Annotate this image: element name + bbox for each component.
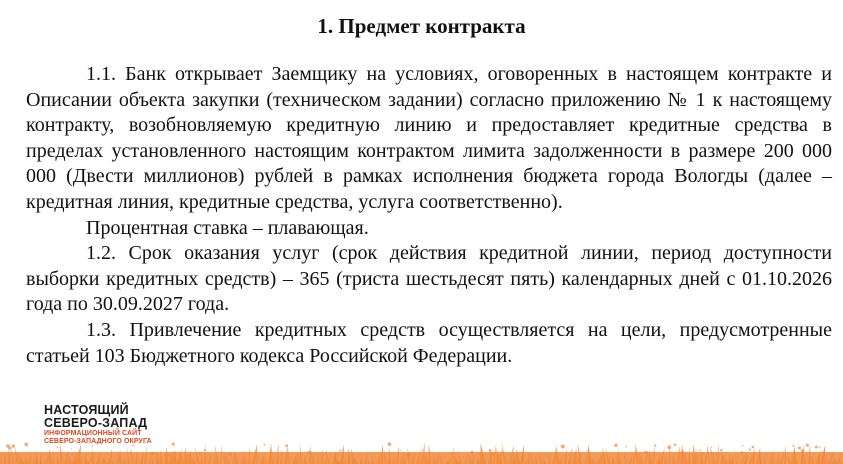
logo-tagline-1: ИНФОРМАЦИОННЫЙ САЙТ: [44, 430, 142, 437]
paragraph-1-2: 1.2. Срок оказания услуг (срок действия кредитной линии, период доступности выборки кредитных средств) – 365 (триста шестьдесят пять) календарных дней с 01.10.2026 года по 30.09.2027 года.: [26, 242, 832, 316]
paragraph-interest-rate: Процентная ставка – плавающая.: [86, 216, 369, 239]
paragraph-1-3: 1.3. Привлечение кредитных средств осуществляется на цели, предусмотренные статьей 103 Бюджетного кодекса Российской Федерации.: [26, 318, 832, 367]
section-title: 1. Предмет контракта: [317, 14, 526, 38]
logo-line-1: НАСТОЯЩИЙ: [44, 403, 129, 417]
logo-tagline-2: СЕВЕРО-ЗАПАДНОГО ОКРУГА: [44, 438, 152, 445]
logo-line-2: СЕВЕРО-ЗАПАД: [44, 416, 148, 430]
contract-body: [26, 62, 832, 369]
paragraph-1-1: 1.1. Банк открывает Заемщику на условиях, оговоренных в настоящем контракте и Описании объекта закупки (техническом задании) согласно приложению № 1 к настоящему контракту, возобновляемую кредитную линию и предоставляет кредитные средства в пределах установленного настоящим контрактом лимита задолженности в размере 200 000 000 (Двести миллионов) рублей в рамках исполнения бюджета города Вологды (далее – кредитная линия, кредитные средства, услуга соответственно).: [26, 63, 832, 213]
decorative-ornament-border: [0, 434, 843, 464]
